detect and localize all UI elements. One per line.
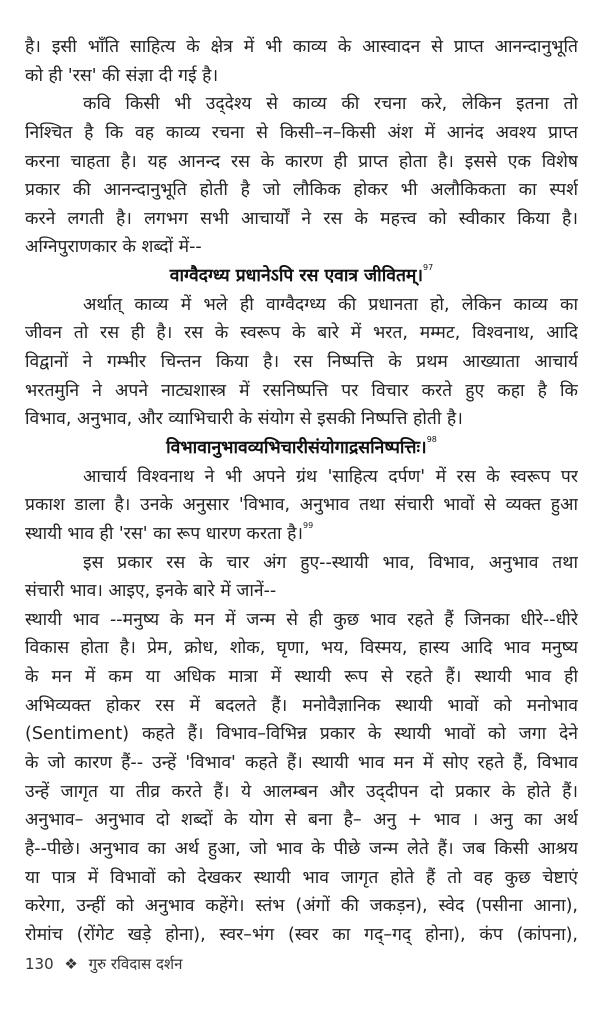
text-line: करेगा, उन्हीं को अनुभाव कहेंगे। स्तंभ (अंगों की जकड़न), स्वेद (पसीना आना), (25, 896, 578, 917)
footnote-ref: 98 (426, 434, 437, 444)
text-line: के मन में कम या अधिक मात्रा में स्थायी रूप से रहते हैं। स्थायी भाव ही (25, 667, 578, 688)
text-line: करने लगती है। लगभग सभी आचार्यों ने रस के महत्त्व को स्वीकार किया है। (25, 208, 578, 229)
text-line (25, 520, 578, 549)
text-line: अग्निपुराणकार के शब्दों में-- (25, 237, 202, 258)
text-line: विद्वानों ने गम्भीर चिन्तन किया है। रस निष्पत्ति के प्रथम आख्याता आचार्य (25, 352, 578, 373)
text-line: प्रकाश डाला है। उनके अनुसार 'विभाव, अनुभाव तथा संचारी भावों से व्यक्त हुआ (25, 495, 578, 516)
text-line: के जो कारण हैं-- उन्हें 'विभाव' कहते हैं। स्थायी भाव मन में सोए रहते हैं, विभाव (25, 753, 578, 774)
page-body (25, 33, 578, 950)
text-line: या पात्र में विभावों को देखकर स्थायी भाव जागृत होते हैं तो वह कुछ चेष्टाएं (25, 867, 578, 888)
text-line: (Sentiment) कहते हैं। विभाव–विभिन्न प्रकार के स्थायी भावों को जगा देने (25, 724, 578, 745)
text-line: आचार्य विश्वनाथ ने भी अपने ग्रंथ 'साहित्य दर्पण' में रस के स्वरूप पर (83, 466, 578, 487)
text-line: संचारी भाव। आइए, इनके बारे में जानें-- (25, 581, 277, 602)
text-line: निश्चित है कि वह काव्य रचना से किसी–न–किसी अंश में आनंद अवश्य प्राप्त (25, 122, 578, 143)
text-line: इस प्रकार रस के चार अंग हुए--स्थायी भाव, विभाव, अनुभाव तथा (83, 552, 578, 573)
text-line: रोमांच (रोंगेट खड़े होना), स्वर–भंग (स्वर का गद्–गद् होना), कंप (कांपना), (25, 924, 578, 945)
verse-text: विभावानुभावव्यभिचारीसंयोगाद्रसनिष्पत्तिः। (166, 437, 427, 458)
sanskrit-verse (25, 434, 578, 463)
page-number: 130 (25, 955, 54, 973)
footnote-ref: 97 (423, 263, 434, 273)
text-line: अभिव्यक्त होकर रस में बदलते हैं। मनोवैज्ञानिक स्थायी भावों को मनोभाव (25, 695, 578, 716)
text-line: कवि किसी भी उद्‌देश्य से काव्य की रचना करे, लेकिन इतना तो (83, 94, 578, 115)
text-line: विकास होता है। प्रेम, क्रोध, शोक, घृणा, भय, विस्मय, हास्य आदि भाव मनुष्य (25, 638, 578, 659)
text-line: स्थायी भाव --मनुष्य के मन में जन्म से ही कुछ भाव रहते हैं जिनका धीरे--धीरे (25, 609, 578, 630)
page-footer (25, 954, 188, 974)
text-line: अर्थात् काव्य में भले ही वाग्वैदग्ध्य की प्रधानता हो, लेकिन काव्य का (83, 294, 578, 315)
text-line: प्रकार की आनन्दानुभूति होती है जो लौकिक होकर भी अलौकिकता का स्पर्श (25, 180, 578, 201)
verse-text: वाग्वैदग्ध्य प्रधानेऽपि रस एवात्र जीवितम्। (169, 266, 424, 287)
footnote-ref: 99 (303, 520, 314, 530)
ornament-icon: ❖ (64, 955, 78, 973)
text-line: जीवन तो रस ही है। रस के स्वरूप के बारे में भरत, मम्मट, विश्वनाथ, आदि (25, 323, 578, 344)
text-line: भरतमुनि ने अपने नाट्यशास्त्र में रसनिष्पत्ति पर विचार करते हुए कहा है कि (25, 380, 578, 401)
book-title: गुरु रविदास दर्शन (88, 955, 183, 973)
text-line: है--पीछे। अनुभाव का अर्थ हुआ, जो भाव के पीछे जन्म लेते हैं। जब किसी आश्रय (25, 838, 578, 859)
text-line: को ही 'रस' की संज्ञा दी गई है। (25, 65, 219, 86)
sanskrit-verse (25, 262, 578, 291)
text-line: करना चाहता है। यह आनन्द रस के कारण ही प्राप्त होता है। इससे एक विशेष (25, 151, 578, 172)
text-line: अनुभाव– अनुभाव दो शब्दों के योग से बना है– अनु + भाव । अनु का अर्थ (25, 810, 578, 831)
text-line: है। इसी भाँति साहित्य के क्षेत्र में भी काव्य के आस्वादन से प्राप्त आनन्दानुभूति (25, 37, 578, 57)
quote-text: स्थायी भाव ही 'रस' का रूप धारण करता है। (25, 523, 304, 544)
text-line: उन्हें जागृत या तीव्र करते हैं। ये आलम्बन और उद्‌दीपन दो प्रकार के होते हैं। (25, 781, 578, 802)
text-line: विभाव, अनुभाव, और व्याभिचारी के संयोग से इसकी निष्पत्ति होती है। (25, 409, 463, 430)
